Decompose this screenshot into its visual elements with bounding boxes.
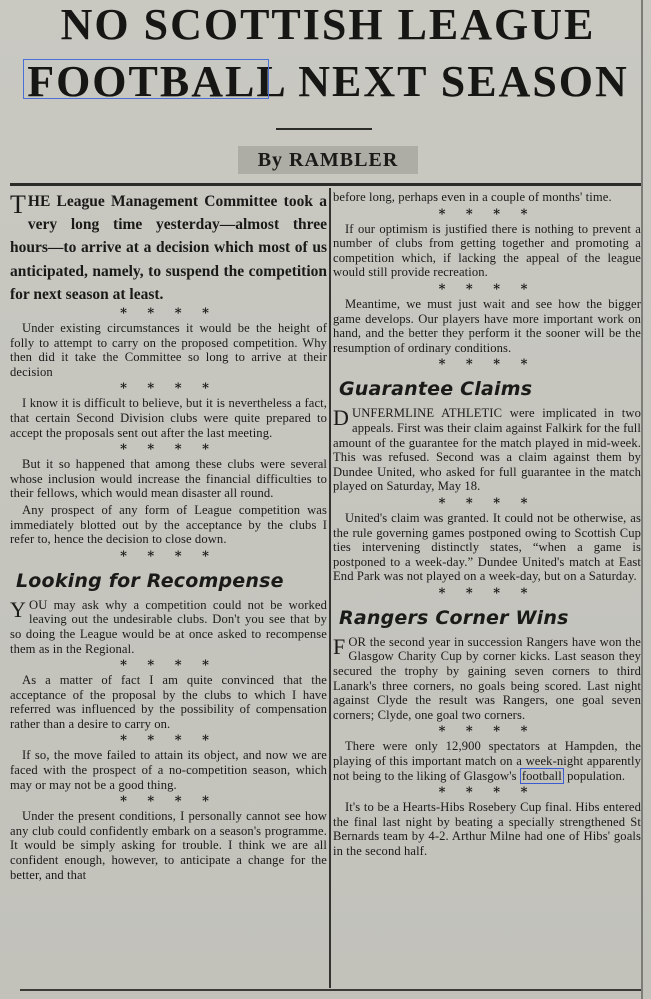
lead-paragraph: [10, 190, 327, 306]
section-break: * * * *: [120, 794, 217, 810]
paragraph: Any prospect of any form of League competition was immediately blotted out by the acceptance by the clubs I refer to, hence the decision to close down.: [10, 502, 327, 547]
section-break: * * * *: [438, 724, 536, 740]
paragraph: before long, perhaps even in a couple of months' time.: [333, 190, 612, 204]
section-break: * * * *: [120, 658, 217, 674]
column-divider: [329, 188, 331, 988]
section-break: * * * *: [438, 357, 536, 373]
paragraph-text: UNFERMLINE ATHLETIC were implicated in two appeals. First was their claim against Falkirk for the full amount of the guarantee for the match played in mid-week. This was refused. Second was a claim against them by Dundee United, who asked for full guarantee in the match played on Saturday, May 18.: [333, 406, 641, 494]
search-highlight-box[interactable]: [23, 59, 269, 99]
drop-cap: Y: [10, 596, 26, 622]
subheading-guarantee-claims: Guarantee Claims: [339, 378, 533, 401]
section-break: * * * *: [120, 381, 217, 397]
paragraph: As a matter of fact I am quite convinced that the acceptance of the proposal by the clubs to which I have referred was influenced by the possibility of compensation rather than a desire to carry on.: [10, 673, 327, 731]
drop-cap: F: [333, 633, 346, 659]
section-break: * * * *: [120, 548, 217, 564]
paragraph: Meantime, we must just wait and see how the bigger game develops. Our players have more important work on hand, and the better they perform it the sooner will be the resumption of ordinary conditions.: [333, 296, 641, 355]
paragraph: I know it is difficult to believe, but it is nevertheless a fact, that certain Second Division clubs were quite prepared to accept the proposals sent out after the last meeting.: [10, 396, 327, 440]
section-break: * * * *: [438, 585, 536, 601]
right-column: [333, 190, 641, 985]
paragraph: If our optimism is justified there is nothing to prevent a number of clubs from getting together and promoting a competition which, if lacking the appeal of the league would still provide recreation.: [333, 221, 641, 280]
section-break: * * * *: [438, 785, 536, 801]
paragraph: [333, 739, 641, 783]
headline-line-1: NO SCOTTISH LEAGUE: [60, 0, 596, 49]
byline: By RAMBLER: [238, 146, 418, 174]
left-column: [10, 190, 327, 985]
subheading-recompense: Looking for Recompense: [16, 569, 284, 592]
section-break: * * * *: [120, 306, 217, 322]
paragraph: United's claim was granted. It could not be otherwise, as the rule governing games postponed owing to Scottish Cup ties intervening distinctly states, “when a game is postponed to a week-day.” Dundee United's match at East End Park was not played on a week-day, but on a Saturday.: [333, 510, 641, 584]
section-break: * * * *: [120, 733, 217, 749]
column-top-rule: [10, 183, 641, 186]
paragraph-text: OU may ask why a competition could not be worked leaving out the undesirable clubs. Don't you see that by so doing the League would be at once asked to recompense them as in the Regional.: [10, 597, 327, 656]
paragraph: If so, the move failed to attain its object, and now we are faced with the prospect of a no-competition season, which may or may not be a good thing.: [10, 748, 327, 792]
paragraph: But it so happened that among these clubs were several whose inclusion would increase the financial difficulties to their fellows, which would mean disaster all round.: [10, 457, 327, 501]
column-bottom-rule: [20, 989, 641, 991]
section-break: * * * *: [120, 442, 217, 458]
paragraph-text: OR the second year in succession Rangers have won the Glasgow Charity Cup by corner kicks. Last season they secured the trophy by gaining seven corners to third Lanark's three corners, no goals being scored. Last night against Clyde the result was Rangers, one goal seven corners; Clyde, one goal two corners.: [333, 634, 641, 722]
paragraph: Under existing circumstances it would be the height of folly to attempt to carry on the proposed competition. Why then did it take the Committee so long to arrive at their decision: [10, 321, 327, 379]
headline-rule: [276, 128, 372, 130]
paragraph: Under the present conditions, I personally cannot see how any club could confidently embark on a season's programme. It would be simply asking for trouble. I think we are all confident enough, however, to anticipate a change for the better, and that: [10, 809, 327, 882]
search-highlight-word[interactable]: football: [521, 768, 562, 783]
section-break: * * * *: [438, 495, 536, 511]
subheading-rangers-corner-wins: Rangers Corner Wins: [339, 606, 569, 629]
paragraph: It's to be a Hearts-Hibs Rosebery Cup final. Hibs entered the final last night by beating a specially strengthened St Bernards team by 4-2. Arthur Milne had one of Hibs' goals in the second half.: [333, 800, 641, 858]
section-break: * * * *: [438, 281, 536, 297]
drop-cap: T: [10, 190, 26, 219]
paragraph-text: population.: [567, 768, 626, 783]
paragraph: [333, 635, 641, 723]
paragraph: [10, 598, 327, 656]
lead-text: HE League Management Committee took a very long time yesterday—almost three hours—to arrive at a decision which most of us anticipated, namely, to suspend the competition for next season at least.: [10, 193, 327, 303]
paragraph: [333, 406, 641, 494]
headline-line-2: FOOTBALL NEXT SEASON: [27, 57, 629, 106]
paragraph-text: There were only 12,900 spectators at Hampden, the playing of this important match on a week-night apparently not being to the liking of Glasgow's: [333, 739, 641, 783]
drop-cap: D: [333, 405, 349, 431]
page-edge-line: [641, 0, 643, 999]
section-break: * * * *: [438, 206, 536, 222]
